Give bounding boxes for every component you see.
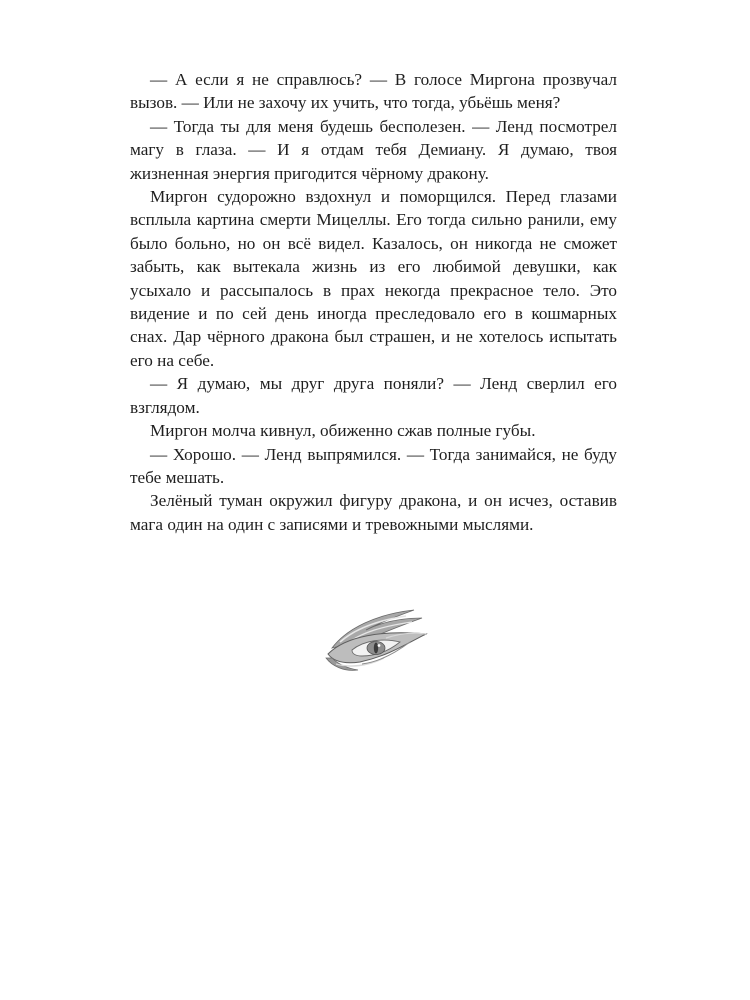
paragraph-7: Зелёный туман окружил фигуру дракона, и он исчез, оставив мага один на один с записями и тревожными мыслями. [130,491,617,534]
paragraph-5: Миргон молча кивнул, обиженно сжав полные губы. [150,421,536,441]
paragraph-4: — Я думаю, мы друг друга поняли? — Ленд сверлил его взглядом. [130,374,617,417]
paragraph-1: — А если я не справлюсь? — В голосе Миргона прозвучал вызов. — Или не захочу их учить, что тогда, убьёшь меня? [130,70,617,113]
paragraph-3: Миргон судорожно вздохнул и поморщился. Перед глазами всплыла картина смерти Мицеллы. Его тогда сильно ранили, ему было больно, но он всё видел. Казалось, он никогда не сможет забыть, как вытекала жизнь из его любимой девушки, как усыхало и рассыпалось в прах некогда прекрасное тело. Это видение и по сей день иногда преследовало его в кошмарных снах. Дар чёрного дракона был страшен, и не хотелось испытать его на себе. [130,187,617,370]
dragon-eye-icon [322,608,430,674]
paragraph-6: — Хорошо. — Ленд выпрямился. — Тогда занимайся, не буду тебе мешать. [130,444,617,487]
paragraph-2: — Тогда ты для меня будешь бесполезен. — Ленд посмотрел магу в глаза. — И я отдам тебя Демиану. Я думаю, твоя жизненная энергия пригодится чёрному дракону. [130,116,617,183]
body-text [130,68,617,536]
